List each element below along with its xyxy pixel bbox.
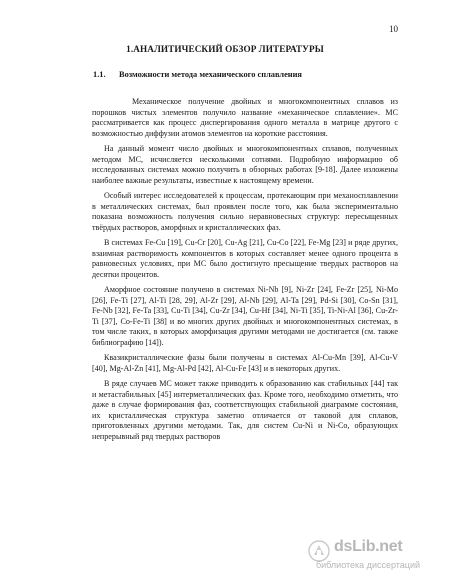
paragraph: В ряде случаев МС может также приводить к образованию как стабильных [44] так и метастабильных [45] интерметаллических фаз. Кроме того, необходимо отметить, что даже в случае формирования фаз, соответствующих стабильной диаграмме состояния, их кристаллическая структура заметно отличается от таковой для сплавов, приготовленных другими методами. Так, для систем Cu-Ni и Ni-Co, образующих непрерывный ряд твердых растворов <box>92 379 398 441</box>
watermark-subtitle: библиотека диссертаций <box>316 560 421 570</box>
section-heading <box>93 70 302 79</box>
paragraph: Механическое получение двойных и многокомпонентных сплавов из порошков чистых элементов получило название «механическое сплавление». МС рассматривается как процесс диспергирования одного металла в матрице другого с возможностью диффузии атомов элементов на короткие расстояния. <box>92 97 398 138</box>
section-number: 1.1. <box>93 70 106 79</box>
paragraph: В системах Fe-Cu [19], Cu-Cr [20], Cu-Ag [21], Cu-Co [22], Fe-Mg [23] и ряде других, взаимная растворимость компонентов в которых составляет менее одного процента в равновесных условиях, при МС было достигнуто пресыщение твердых растворов на десятки процентов. <box>92 238 398 279</box>
dslib-logo-icon <box>308 540 330 562</box>
paragraph: Особый интерес исследователей к процессам, протекающим при механосплавлении в металлических системах, был проявлен после того, как была экспериментально показана возможность получения сильно неравновесных структур: пересыщенных твёрдых растворов, аморфных и кристаллических фаз. <box>92 191 398 232</box>
paragraph: На данный момент число двойных и многокомпонентных сплавов, полученных методом МС, исчисляется несколькими сотнями. Подробную информацию об исследованных системах можно получить в обзорных работах [9-18]. Далее изложены наиболее важные результаты, известные к настоящему времени. <box>92 144 398 185</box>
body-text <box>92 97 398 447</box>
watermark-name: dsLib.net <box>334 538 403 555</box>
paragraph: Аморфное состояние получено в системах Ni-Nb [9], Ni-Zr [24], Fe-Zr [25], Ni-Mo [26], Fe-Ti [27], Al-Ti [28, 29], Al-Zr [29], Al-Nb [29], Al-Ta [29], Pd-Si [30], Co-Sn [31], Fe-Nb [32], Fe-Ta [33], Cu-Ti [34], Cu-Zr [34], Cu-Hf [34], Ni-Ti [35], Ti-Ni-Al [36], Cu-Zr-Ti [37], Co-Fe-Ti [38] и во многих других двойных и многокомпонентных системах, в том числе таких, в которых аморфизация другими методами не достигается (см. также библиографию [14]). <box>92 285 398 347</box>
chapter-title: 1.АНАЛИТИЧЕСКИЙ ОБЗОР ЛИТЕРАТУРЫ <box>126 44 324 54</box>
section-title: Возможности метода механического сплавления <box>119 70 302 79</box>
watermark <box>308 540 436 572</box>
page-number: 10 <box>389 24 398 34</box>
paragraph: Квазикристаллические фазы были получены в системах Al-Cu-Mn [39], Al-Cu-V [40], Mg-Al-Zn [41], Mg-Al-Pd [42], Al-Cu-Fe [43] и в некоторых других. <box>92 353 398 373</box>
